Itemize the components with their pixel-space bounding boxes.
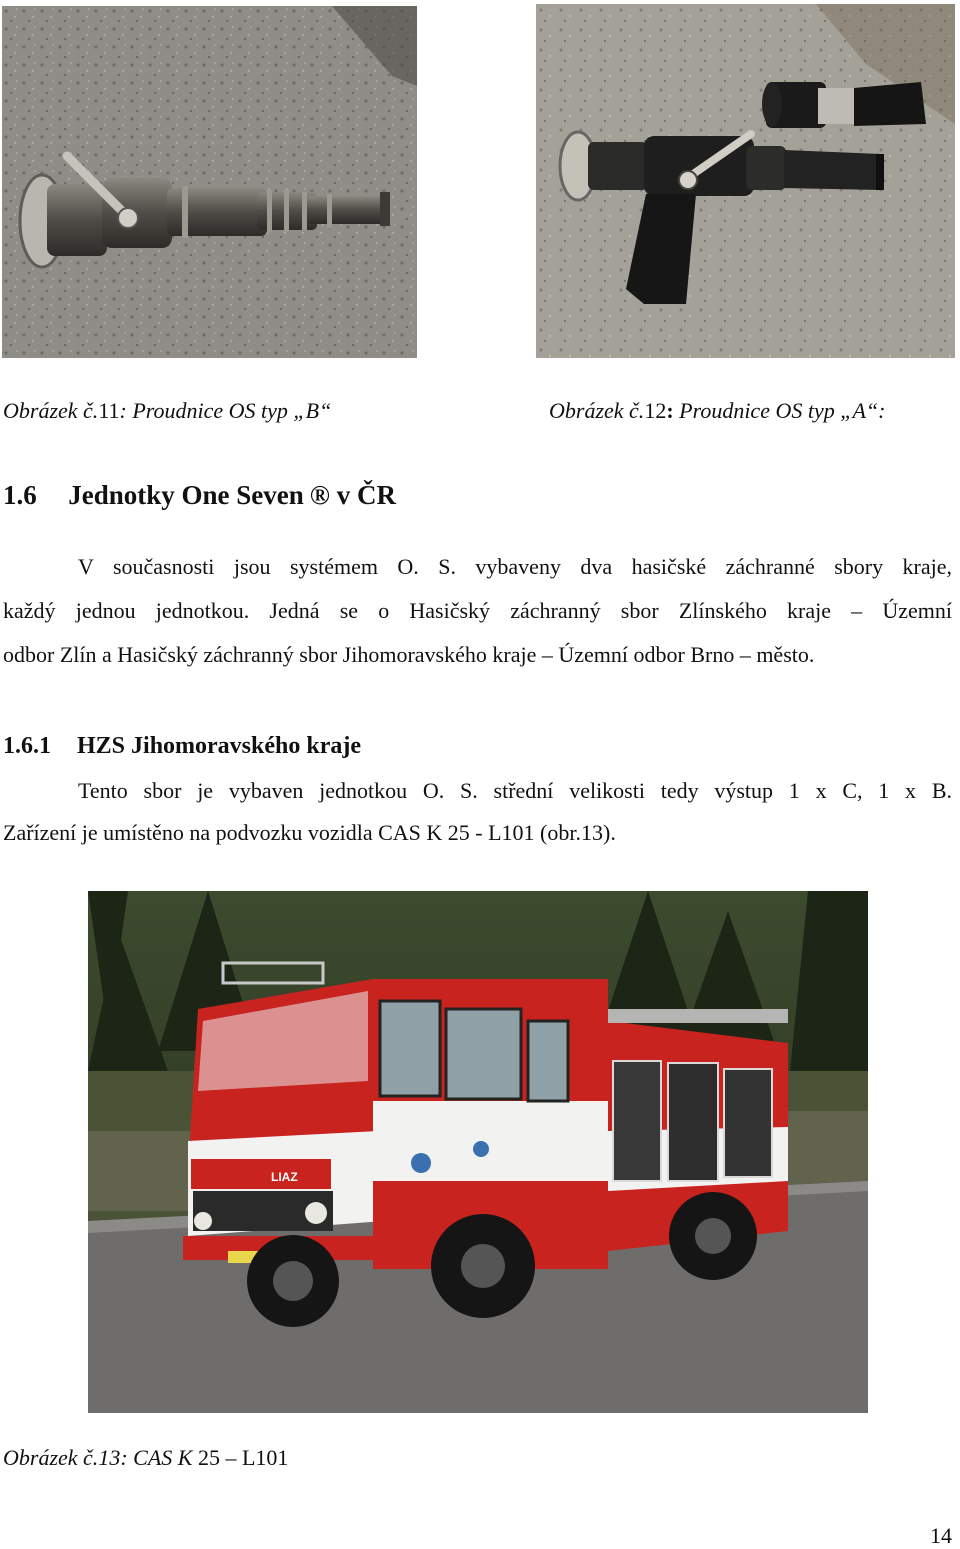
paragraph-2-line-2: Zařízení je umístěno na podvozku vozidla CAS K 25 - L101 (obr.13). (3, 820, 616, 845)
caption-fig12-prefix: Obrázek č. (549, 398, 645, 423)
fire-truck-shape (183, 963, 788, 1327)
caption-fig11-label: : Proudnice OS typ „B“ (119, 398, 332, 423)
caption-fig13-label-italic: : CAS K (120, 1445, 193, 1470)
caption-fig11-prefix: Obrázek č. (3, 398, 99, 423)
caption-fig11-num: 11 (98, 398, 120, 423)
paragraph-1-line-3: odbor Zlín a Hasičský záchranný sbor Jihomoravského kraje – Územní odbor Brno – město. (3, 642, 815, 667)
photo-nozzle-a (536, 4, 955, 358)
caption-fig13-prefix: Obrázek č. (3, 1445, 99, 1470)
section-title: Jednotky One Seven (68, 480, 304, 510)
truck-brand: LIAZ (271, 1170, 298, 1184)
caption-fig11 (3, 398, 331, 424)
section-heading (3, 480, 396, 511)
paragraph-2-line-1: Tento sbor je vybaven jednotkou O. S. střední velikosti tedy výstup 1 x C, 1 x B. (78, 778, 952, 803)
paragraph-1-line-2: každý jednou jednotkou. Jedná se o Hasičský záchranný sbor Zlínského kraje – Územní (3, 598, 952, 623)
caption-fig13-num: 13 (98, 1445, 121, 1470)
section-number: 1.6 (3, 480, 37, 510)
section-title-end: v ČR (329, 480, 396, 510)
caption-fig12 (549, 398, 885, 424)
caption-fig13 (3, 1445, 288, 1471)
caption-fig12-colon: : (666, 398, 674, 423)
subsection-number: 1.6.1 (3, 733, 51, 759)
registered-mark: ® (309, 480, 330, 510)
caption-fig12-num: 12 (644, 398, 667, 423)
caption-fig12-label: Proudnice OS typ „A“: (673, 398, 886, 423)
photo-fire-truck (88, 891, 868, 1413)
subsection-heading (3, 733, 361, 760)
paragraph-1-line-1: V současnosti jsou systémem O. S. vybaveny dva hasičské záchranné sbory kraje, (78, 554, 952, 579)
page-number: 14 (930, 1523, 952, 1548)
photo-nozzle-b (2, 6, 417, 358)
subsection-title: HZS Jihomoravského kraje (77, 733, 362, 759)
caption-fig13-label-rest: 25 – L101 (192, 1445, 289, 1470)
